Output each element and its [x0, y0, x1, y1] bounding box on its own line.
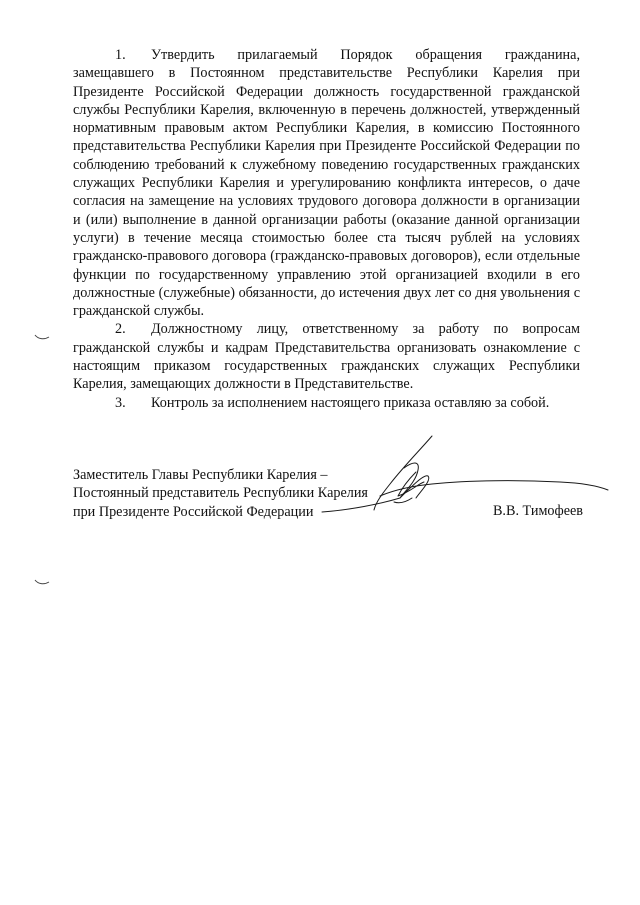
- signer-name: В.В. Тимофеев: [492, 503, 583, 519]
- paragraph-text: Контроль за исполнением настоящего приказа оставляю за собой.: [151, 394, 550, 411]
- document-body: [73, 46, 580, 412]
- handwritten-signature: [320, 432, 610, 522]
- paragraph-number: 2.: [115, 321, 126, 338]
- punch-mark-1: [34, 333, 50, 341]
- paragraph-3: [73, 394, 580, 412]
- signer-title-line-2: Постоянный представитель Республики Карелия: [73, 485, 368, 502]
- signer-title-line-3: при Президенте Российской Федерации: [73, 503, 314, 520]
- paragraph-number: 3.: [115, 394, 126, 411]
- paragraph-2: [73, 320, 580, 393]
- punch-mark-2: [34, 578, 50, 586]
- paragraph-text: Утвердить прилагаемый Порядок обращения гражданина, замещавшего в Постоянном представительстве Республики Карелия при Президенте Российской Федерации должность государственной гражданской службы Республики Карелия, включенную в перечень должностей, утвержденный нормативным правовым актом Республики Карелия, в комиссию Постоянного представительства Республики Карелия при Президенте Российской Федерации по соблюдению требований к служебному поведению государственных гражданских служащих Республики Карелия и урегулированию конфликта интересов, о даче согласия на замещение на условиях трудового договора должности в организации и (или) выполнение в данной организации работы (оказание данной организации услуги) в течение месяца стоимостью более ста тысяч рублей на условиях гражданско-правового договора (гражданско-правовых договоров), если отдельные функции по государственному управлению этой организацией входили в его должностные (служебные) обязанности, до истечения двух лет со дня увольнения с гражданской службы.: [73, 47, 580, 320]
- signer-title-line-1: Заместитель Главы Республики Карелия –: [73, 467, 328, 483]
- paragraph-text: Должностному лицу, ответственному за работу по вопросам гражданской службы и кадрам Представительства организовать ознакомление с настоящим приказом государственных гражданских служащих Республики Карелия, замещающих должности в Представительстве.: [73, 321, 580, 393]
- paragraph-1: [73, 46, 580, 320]
- paragraph-number: 1.: [115, 47, 126, 63]
